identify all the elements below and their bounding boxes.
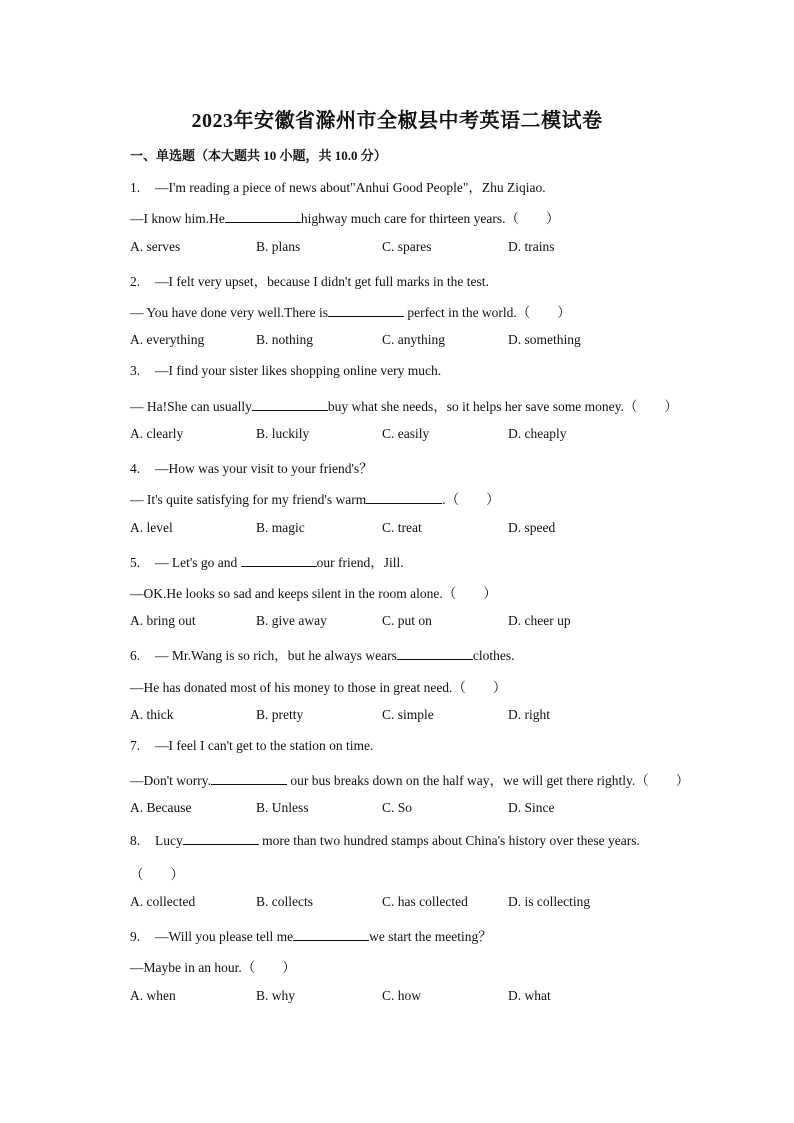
options-9: [130, 988, 730, 1006]
answer-line-6: [130, 676, 506, 696]
answer-line-8: [130, 863, 184, 883]
options-1: [130, 239, 730, 257]
option-c[interactable]: C. how: [382, 988, 422, 1003]
answer-text-pre: — It's quite satisfying for my friend's warm: [130, 492, 367, 507]
question-number: 4.: [130, 461, 141, 476]
option-d[interactable]: D. cheer up: [508, 613, 571, 628]
question-6: [130, 644, 515, 664]
question-number: 2.: [130, 274, 141, 289]
question-7: [130, 738, 373, 754]
option-c[interactable]: C. treat: [382, 520, 422, 535]
options-4: [130, 520, 730, 538]
option-d[interactable]: D. Since: [508, 800, 555, 815]
option-b[interactable]: B. pretty: [256, 707, 304, 722]
option-d[interactable]: D. what: [508, 988, 551, 1003]
option-a[interactable]: A. when: [130, 988, 176, 1003]
question-text-post: clothes.: [472, 648, 515, 663]
option-c[interactable]: C. spares: [382, 239, 432, 254]
option-b[interactable]: B. collects: [256, 894, 313, 909]
answer-line-2: [130, 301, 571, 321]
page-title: 2023年安徽省滁州市全椒县中考英语二模试卷: [191, 110, 603, 132]
options-2: [130, 332, 730, 350]
option-d[interactable]: D. speed: [508, 520, 556, 535]
question-text-post: more than two hundred stamps about China's history over these years.: [258, 833, 640, 848]
question-text: —How was your visit to your friend's？: [155, 461, 373, 476]
answer-text-post: our bus breaks down on the half way，we will get there rightly.（ ）: [287, 773, 690, 788]
question-1: [130, 176, 546, 196]
question-text: —I find your sister likes shopping online very much.: [155, 363, 442, 378]
answer-line-1: [130, 207, 560, 227]
question-text: —I felt very upset，because I didn't get full marks in the test.: [155, 274, 489, 289]
option-b[interactable]: B. nothing: [256, 332, 314, 347]
question-text-post: we start the meeting？: [369, 929, 492, 944]
option-b[interactable]: B. luckily: [256, 426, 310, 441]
question-blank: [241, 554, 317, 567]
answer-blank: [366, 491, 442, 504]
question-5: [130, 551, 404, 571]
question-number: 6.: [130, 648, 141, 663]
question-number: 3.: [130, 363, 141, 378]
option-a[interactable]: A. bring out: [130, 613, 196, 628]
question-2: [130, 270, 489, 290]
question-text: —I'm reading a piece of news about"Anhui Good People"，Zhu Ziqiao.: [155, 180, 546, 195]
question-9: [130, 925, 492, 945]
question-text-pre: — Mr.Wang is so rich，but he always wears: [155, 648, 397, 663]
answer-text-post: highway much care for thirteen years.（ ）: [300, 211, 560, 226]
question-blank: [293, 928, 369, 941]
answer-text: —OK.He looks so sad and keeps silent in the room alone.（ ）: [130, 586, 497, 601]
question-text: —I feel I can't get to the station on time.: [155, 738, 374, 753]
answer-blank: [252, 398, 328, 411]
options-3: [130, 426, 730, 444]
option-a[interactable]: A. everything: [130, 332, 205, 347]
question-number: 7.: [130, 738, 141, 753]
question-8: [130, 832, 640, 849]
option-a[interactable]: A. serves: [130, 239, 181, 254]
option-a[interactable]: A. thick: [130, 707, 174, 722]
answer-line-7: [130, 769, 689, 789]
question-number: 5.: [130, 555, 141, 570]
options-8: [130, 894, 730, 912]
answer-paren: （ ）: [130, 867, 184, 882]
answer-text-post: .（ ）: [442, 492, 500, 507]
option-c[interactable]: C. simple: [382, 707, 434, 722]
option-b[interactable]: B. plans: [256, 239, 301, 254]
option-d[interactable]: D. something: [508, 332, 581, 347]
question-4: [130, 457, 373, 477]
question-text-pre: Lucy: [155, 833, 183, 848]
answer-text-post: buy what she needs，so it helps her save some money.（ ）: [327, 399, 678, 414]
answer-text-pre: — Ha!She can usually: [130, 399, 252, 414]
answer-text-pre: — You have done very well.There is: [130, 305, 328, 320]
option-c[interactable]: C. So: [382, 800, 413, 815]
option-b[interactable]: B. Unless: [256, 800, 309, 815]
question-text-pre: — Let's go and: [155, 555, 241, 570]
option-a[interactable]: A. clearly: [130, 426, 184, 441]
answer-blank: [211, 772, 287, 785]
options-6: [130, 707, 730, 725]
option-d[interactable]: D. right: [508, 707, 550, 722]
option-d[interactable]: D. trains: [508, 239, 555, 254]
answer-line-4: [130, 488, 500, 508]
answer-line-3: [130, 395, 678, 415]
answer-text-pre: —Don't worry.: [130, 773, 212, 788]
question-text-post: our friend，Jill.: [316, 555, 404, 570]
option-a[interactable]: A. Because: [130, 800, 192, 815]
option-b[interactable]: B. give away: [256, 613, 327, 628]
option-c[interactable]: C. anything: [382, 332, 445, 347]
options-5: [130, 613, 730, 631]
option-d[interactable]: D. cheaply: [508, 426, 567, 441]
question-number: 1.: [130, 180, 141, 195]
option-a[interactable]: A. collected: [130, 894, 196, 909]
answer-line-9: [130, 956, 296, 976]
answer-blank: [225, 210, 301, 223]
question-text-pre: —Will you please tell me: [155, 929, 294, 944]
question-blank: [183, 832, 259, 845]
answer-blank: [328, 304, 404, 317]
option-d[interactable]: D. is collecting: [508, 894, 591, 909]
answer-line-5: [130, 582, 497, 602]
option-b[interactable]: B. magic: [256, 520, 305, 535]
question-blank: [397, 647, 473, 660]
options-7: [130, 800, 730, 818]
question-3: [130, 363, 441, 379]
question-number: 9.: [130, 929, 141, 944]
option-c[interactable]: C. easily: [382, 426, 430, 441]
option-b[interactable]: B. why: [256, 988, 296, 1003]
question-number: 8.: [130, 833, 141, 848]
option-a[interactable]: A. level: [130, 520, 173, 535]
answer-text: —He has donated most of his money to those in great need.（ ）: [130, 680, 507, 695]
option-c[interactable]: C. has collected: [382, 894, 468, 909]
answer-text-post: perfect in the world.（ ）: [403, 305, 571, 320]
answer-text-pre: —I know him.He: [130, 211, 225, 226]
answer-text: —Maybe in an hour.（ ）: [130, 960, 296, 975]
section-heading: 一、单选题（本大题共 10 小题，共 10.0 分）: [130, 148, 387, 163]
option-c[interactable]: C. put on: [382, 613, 432, 628]
